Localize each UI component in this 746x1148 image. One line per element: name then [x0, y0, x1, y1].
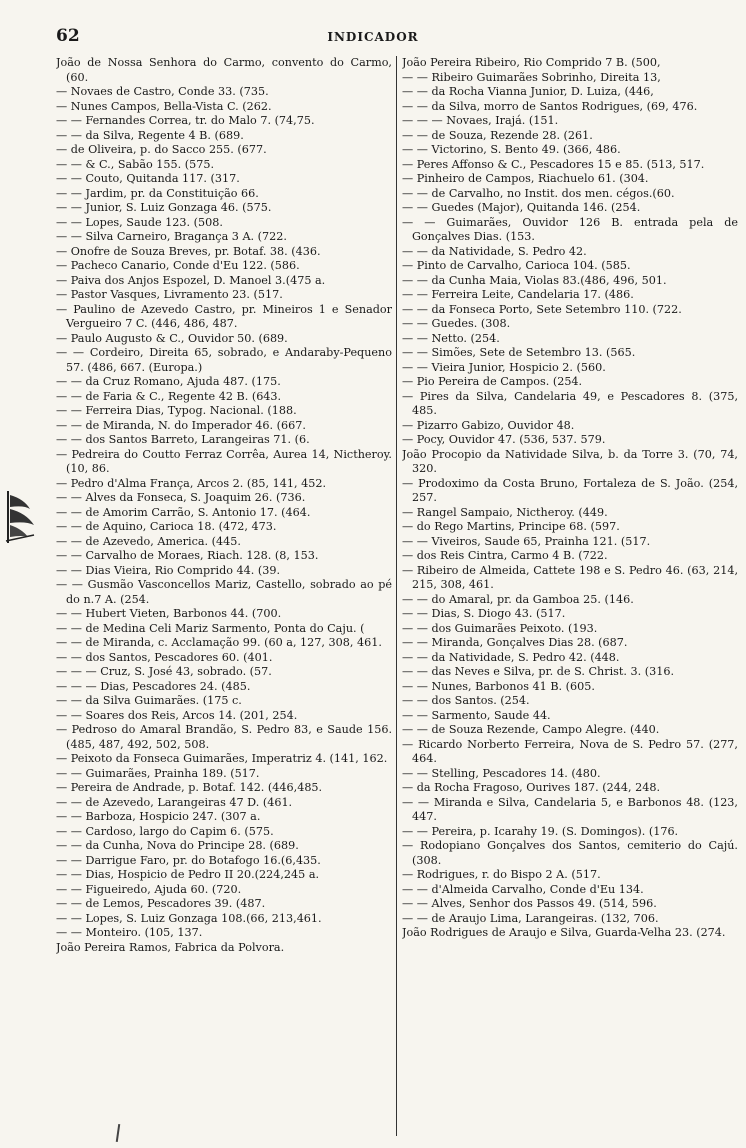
directory-entry: — — d'Almeida Carvalho, Conde d'Eu 134.	[402, 882, 644, 896]
directory-entry: — — Pereira, p. Icarahy 19. (S. Domingos). (176.	[402, 824, 679, 838]
directory-entry: — Pastor Vasques, Livramento 23. (517.	[56, 288, 283, 301]
directory-entry: — — Gusmão Vasconcellos Mariz, Castello, sobrado ao pé do n.7 A. (254.	[56, 578, 392, 606]
directory-entry: — Rodrigues, r. do Bispo 2 A. (517.	[402, 868, 601, 881]
directory-entry: João Rodrigues de Araujo e Silva, Guarda-Velha 23. (274.	[402, 926, 726, 939]
directory-entry: — — de Miranda, N. do Imperador 46. (667.	[56, 418, 306, 432]
directory-entry: — — de Carvalho, no Instit. dos men. cégos.(60.	[402, 186, 675, 200]
directory-entry: — — da Silva Guimarães. (175 c.	[56, 694, 242, 707]
directory-entry: — — das Neves e Silva, pr. de S. Christ. 3. (316.	[402, 665, 675, 678]
directory-entry: — — Cardoso, largo do Capim 6. (575.	[56, 824, 274, 838]
directory-entry: — de Oliveira, p. do Sacco 255. (677.	[56, 143, 267, 156]
directory-entry: — Peres Affonso & C., Pescadores 15 e 85. (513, 517.	[402, 157, 705, 171]
directory-entry: — dos Reis Cintra, Carmo 4 B. (722.	[402, 549, 608, 562]
directory-entry: João Pereira Ribeiro, Rio Comprido 7 B. (500,	[402, 56, 661, 69]
directory-entry: — — Darrigue Faro, pr. do Botafogo 16.(6,435.	[56, 853, 321, 867]
directory-entry: — — de Azevedo, Larangeiras 47 D. (461.	[56, 795, 293, 809]
directory-entry: — — da Fonseca Porto, Sete Setembro 110. (722.	[402, 302, 682, 316]
directory-entry: — — Alves, Senhor dos Passos 49. (514, 596.	[402, 897, 657, 910]
directory-entry: — Onofre de Souza Breves, pr. Botaf. 38. (436.	[56, 244, 321, 258]
directory-entry: — — Dias Vieira, Rio Comprido 44. (39.	[56, 563, 281, 577]
directory-entry: — do Rego Martins, Principe 68. (597.	[402, 520, 620, 533]
directory-entry: — — Figueiredo, Ajuda 60. (720.	[56, 882, 242, 896]
directory-entry: — — da Silva, morro de Santos Rodrigues, (69, 476.	[402, 99, 698, 113]
directory-entry: — Peixoto da Fonseca Guimarães, Imperatriz 4. (141, 162.	[56, 752, 388, 765]
directory-entry: — — dos Santos Barreto, Larangeiras 71. (6.	[56, 433, 310, 446]
directory-entry: — Pacheco Canario, Conde d'Eu 122. (586.	[56, 259, 300, 272]
directory-entry: — — Netto. (254.	[402, 331, 500, 345]
directory-entry: — — de Aquino, Carioca 18. (472, 473.	[56, 520, 277, 533]
directory-entry: — — Miranda e Silva, Candelaria 5, e Barbonos 48. (123, 447.	[402, 795, 738, 823]
directory-columns	[56, 56, 738, 1136]
page-number: 62	[56, 26, 80, 46]
directory-entry: — — Stelling, Pescadores 14. (480.	[402, 766, 601, 780]
directory-entry: — — Junior, S. Luiz Gonzaga 46. (575.	[56, 201, 272, 214]
directory-entry: — — Ferreira Dias, Typog. Nacional. (188.	[56, 404, 297, 417]
directory-entry: — — Alves da Fonseca, S. Joaquim 26. (736.	[56, 491, 306, 504]
directory-entry: — Pedroso do Amaral Brandão, S. Pedro 83, e Saude 156. (485, 487, 492, 502, 508.	[56, 723, 392, 751]
directory-entry: — Pinto de Carvalho, Carioca 104. (585.	[402, 259, 631, 272]
directory-entry: — — Lopes, Saude 123. (508.	[56, 215, 223, 229]
directory-entry: — — Simões, Sete de Setembro 13. (565.	[402, 346, 636, 359]
directory-entry: — Pedreira do Coutto Ferraz Corrêa, Aurea 14, Nictheroy. (10, 86.	[56, 447, 392, 475]
directory-entry: — — Silva Carneiro, Bragança 3 A. (722.	[56, 230, 287, 243]
directory-entry: João de Nossa Senhora do Carmo, convento do Carmo, (60.	[56, 56, 392, 84]
directory-entry: — Ricardo Norberto Ferreira, Nova de S. Pedro 57. (277, 464.	[402, 737, 738, 765]
directory-entry: — Ribeiro de Almeida, Cattete 198 e S. Pedro 46. (63, 214, 215, 308, 461.	[402, 563, 738, 591]
directory-entry: — — dos Santos, Pescadores 60. (401.	[56, 650, 273, 664]
directory-entry: — Rodopiano Gonçalves dos Santos, cemiterio do Cajú. (308.	[402, 839, 738, 867]
column-divider	[396, 56, 397, 1136]
directory-entry: — — Couto, Quitanda 117. (317.	[56, 172, 240, 185]
directory-entry: — — Viveiros, Saude 65, Prainha 121. (517.	[402, 534, 651, 548]
directory-entry: — — de Miranda, c. Acclamação 99. (60 a, 127, 308, 461.	[56, 636, 382, 649]
right-column	[402, 56, 738, 1136]
directory-entry: — — Jardim, pr. da Constituição 66.	[56, 186, 259, 200]
left-column	[56, 56, 392, 1136]
directory-entry: — — Vieira Junior, Hospicio 2. (560.	[402, 360, 606, 374]
directory-entry: — — da Cunha Maia, Violas 83.(486, 496, 501.	[402, 273, 667, 287]
directory-entry: — Pio Pereira de Campos. (254.	[402, 375, 583, 388]
directory-entry: — Prodoximo da Costa Bruno, Fortaleza de S. João. (254, 257.	[402, 476, 738, 504]
directory-entry: — Pires da Silva, Candelaria 49, e Pescadores 8. (375, 485.	[402, 389, 738, 417]
directory-entry: — — — Novaes, Irajá. (151.	[402, 114, 559, 127]
directory-entry: — — dos Guimarães Peixoto. (193.	[402, 621, 598, 635]
directory-entry: — — Hubert Vieten, Barbonos 44. (700.	[56, 607, 282, 620]
directory-entry: — — de Amorim Carrão, S. Antonio 17. (464.	[56, 505, 311, 519]
directory-entry: — — de Faria & C., Regente 42 B. (643.	[56, 389, 282, 403]
directory-entry: — — da Cunha, Nova do Principe 28. (689.	[56, 839, 299, 852]
directory-entry: — Pinheiro de Campos, Riachuelo 61. (304.	[402, 172, 649, 185]
directory-entry: — — Barboza, Hospicio 247. (307 a.	[56, 810, 261, 823]
ship-icon	[4, 485, 38, 549]
directory-entry: — — Guedes. (308.	[402, 317, 511, 330]
directory-entry: — — Miranda, Gonçalves Dias 28. (687.	[402, 636, 628, 649]
directory-entry: — — Nunes, Barbonos 41 B. (605.	[402, 679, 595, 693]
directory-entry: — — do Amaral, pr. da Gamboa 25. (146.	[402, 592, 634, 606]
directory-entry: — — da Silva, Regente 4 B. (689.	[56, 128, 244, 142]
directory-entry: — — Ribeiro Guimarães Sobrinho, Direita 13,	[402, 70, 661, 84]
directory-entry: — Paulino de Azevedo Castro, pr. Mineiros 1 e Senador Vergueiro 7 C. (446, 486, 487.	[56, 302, 392, 330]
directory-entry: — Rangel Sampaio, Nictheroy. (449.	[402, 505, 608, 519]
directory-entry: — Paulo Augusto & C., Ouvidor 50. (689.	[56, 331, 288, 345]
directory-entry: — — Dias, Hospicio de Pedro II 20.(224,245 a.	[56, 868, 320, 881]
directory-entry: — — de Azevedo, America. (445.	[56, 534, 241, 548]
directory-entry: — — Victorino, S. Bento 49. (366, 486.	[402, 143, 621, 156]
directory-entry: — — Guimarães, Prainha 189. (517.	[56, 766, 260, 780]
directory-entry: — — Guimarães, Ouvidor 126 B. entrada pela de Gonçalves Dias. (153.	[402, 215, 738, 243]
directory-entry: João Procopio da Natividade Silva, b. da Torre 3. (70, 74, 320.	[402, 447, 738, 475]
directory-entry: — — Cordeiro, Direita 65, sobrado, e Andaraby-Pequeno 57. (486, 667. (Europa.)	[56, 346, 392, 374]
directory-entry: — — Guedes (Major), Quitanda 146. (254.	[402, 201, 641, 214]
directory-entry: — Pocy, Ouvidor 47. (536, 537. 579.	[402, 433, 606, 446]
directory-entry: — — — Cruz, S. José 43, sobrado. (57.	[56, 665, 272, 678]
directory-entry: — — da Natividade, S. Pedro 42.	[402, 244, 587, 258]
directory-entry: — — & C., Sabão 155. (575.	[56, 157, 215, 171]
directory-entry: — da Rocha Fragoso, Ourives 187. (244, 248.	[402, 781, 661, 794]
directory-entry: — — de Lemos, Pescadores 39. (487.	[56, 897, 266, 910]
directory-entry: — — Monteiro. (105, 137.	[56, 926, 203, 939]
directory-entry: — — Ferreira Leite, Candelaria 17. (486.	[402, 288, 634, 301]
directory-entry: — Pedro d'Alma França, Arcos 2. (85, 141, 452.	[56, 476, 326, 490]
directory-entry: — — de Souza Rezende, Campo Alegre. (440.	[402, 723, 660, 736]
directory-entry: — — da Natividade, S. Pedro 42. (448.	[402, 650, 620, 664]
directory-entry: — — da Cruz Romano, Ajuda 487. (175.	[56, 375, 281, 388]
directory-entry: — — Dias, S. Diogo 43. (517.	[402, 607, 566, 620]
directory-entry: — Paiva dos Anjos Espozel, D. Manoel 3.(475 a.	[56, 273, 326, 287]
directory-entry: — — Fernandes Correa, tr. do Malo 7. (74,75.	[56, 114, 315, 127]
directory-entry: — — de Souza, Rezende 28. (261.	[402, 128, 593, 142]
directory-entry: — Pizarro Gabizo, Ouvidor 48.	[402, 418, 575, 432]
directory-entry: — Pereira de Andrade, p. Botaf. 142. (446,485.	[56, 781, 323, 794]
directory-entry: — — de Araujo Lima, Larangeiras. (132, 706.	[402, 911, 659, 925]
directory-entry: — — Soares dos Reis, Arcos 14. (201, 254.	[56, 708, 298, 722]
page-title: INDICADOR	[327, 30, 419, 44]
directory-entry: — — dos Santos. (254.	[402, 694, 530, 707]
directory-entry: — — da Rocha Vianna Junior, D. Luiza, (446,	[402, 85, 654, 98]
directory-entry: — — Sarmento, Saude 44.	[402, 708, 551, 722]
directory-entry: — Nunes Campos, Bella-Vista C. (262.	[56, 99, 272, 113]
directory-entry: — — — Dias, Pescadores 24. (485.	[56, 679, 251, 693]
directory-entry: — — de Medina Celi Mariz Sarmento, Ponta do Caju. (	[56, 621, 365, 635]
directory-entry: — — Lopes, S. Luiz Gonzaga 108.(66, 213,461.	[56, 911, 322, 925]
directory-entry: — — Carvalho de Moraes, Riach. 128. (8, 153.	[56, 549, 319, 562]
directory-entry: João Pereira Ramos, Fabrica da Polvora.	[56, 940, 285, 954]
directory-entry: — Novaes de Castro, Conde 33. (735.	[56, 85, 269, 98]
